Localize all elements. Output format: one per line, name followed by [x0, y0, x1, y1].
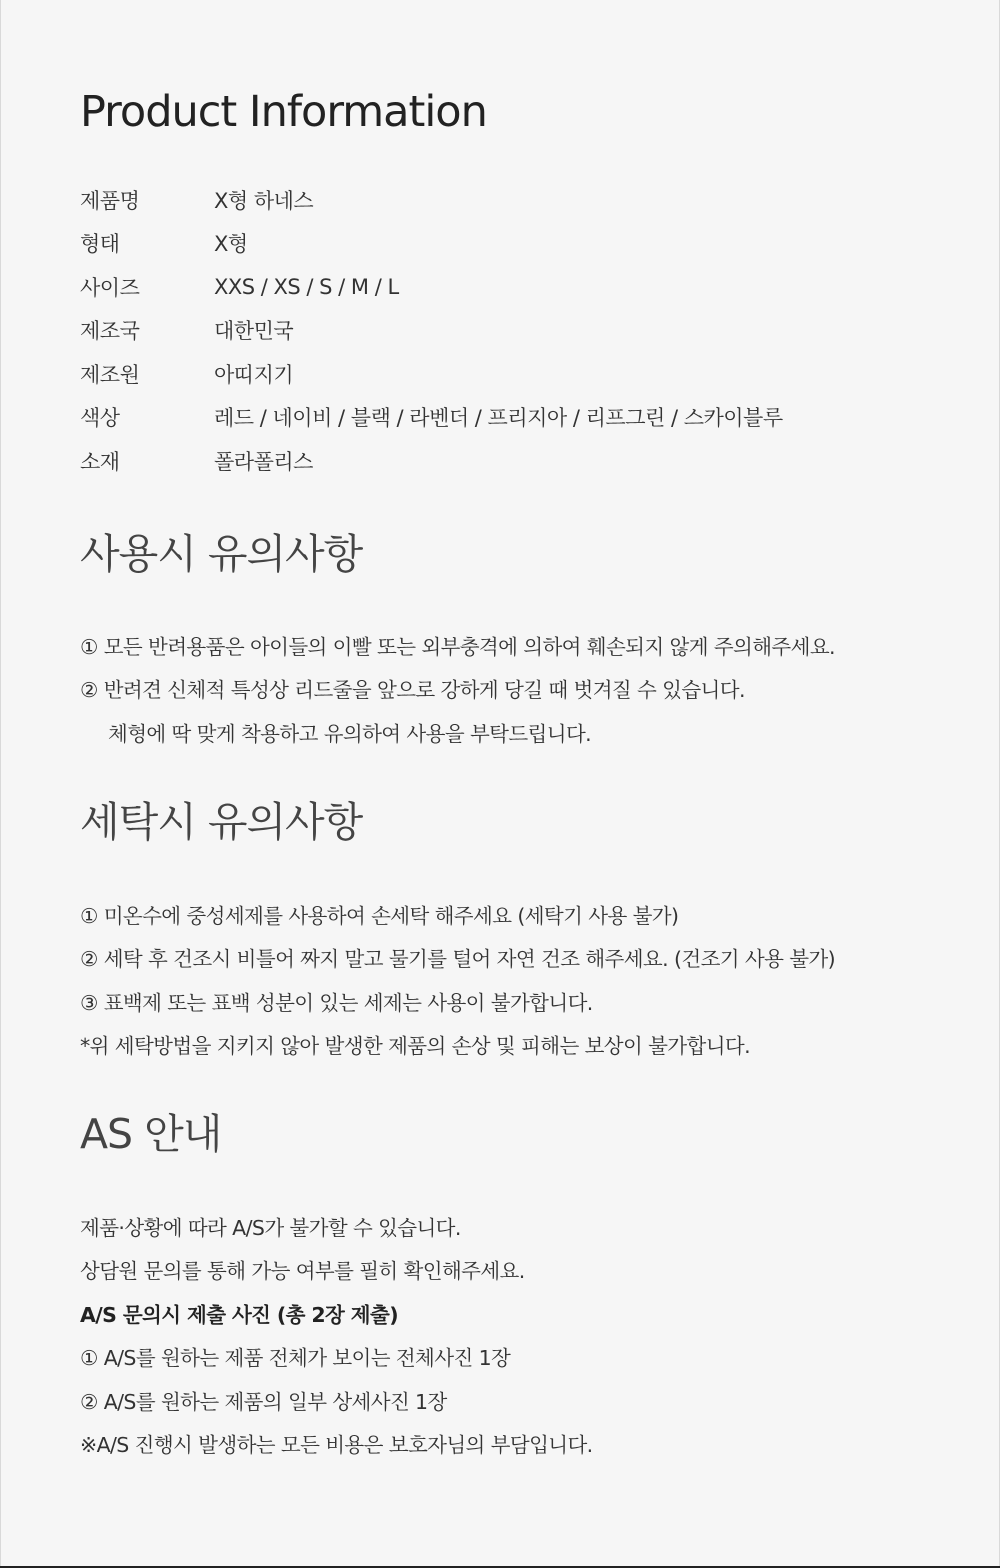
info-label: 제조국 [80, 319, 140, 344]
info-label: 제조원 [80, 362, 140, 387]
as-photo-requirement: A/S 문의시 제출 사진 (총 2장 제출) [80, 1302, 398, 1327]
info-value: 폴라폴리스 [214, 449, 313, 474]
info-value: 레드 / 네이비 / 블랙 / 라벤더 / 프리지아 / 리프그린 / 스카이블루 [214, 406, 783, 431]
info-row-product-name [80, 178, 783, 222]
as-note: 상담원 문의를 통해 가능 여부를 필히 확인해주세요. [80, 1259, 525, 1284]
washing-note: ① 미온수에 중성세제를 사용하여 손세탁 해주세요 (세탁기 사용 불가) [80, 903, 679, 928]
as-note: 제품·상황에 따라 A/S가 불가할 수 있습니다. [80, 1215, 461, 1240]
info-label: 형태 [80, 232, 120, 257]
usage-heading: 사용시 유의사항 [80, 530, 363, 578]
as-heading: AS 안내 [80, 1110, 222, 1158]
page-title: Product Information [80, 87, 487, 137]
usage-notes [80, 623, 835, 754]
usage-note: ① 모든 반려용품은 아이들의 이빨 또는 외부충격에 의하여 훼손되지 않게 주의해주세요. [80, 634, 835, 659]
info-row-country [80, 309, 783, 353]
info-label: 제품명 [80, 188, 140, 213]
product-info-table [80, 178, 783, 483]
usage-note: 체형에 딱 맞게 착용하고 유의하여 사용을 부탁드립니다. [108, 721, 592, 746]
washing-disclaimer: *위 세탁방법을 지키지 않아 발생한 제품의 손상 및 피해는 보상이 불가합니다. [80, 1034, 751, 1059]
washing-heading: 세탁시 유의사항 [80, 798, 363, 846]
info-label: 사이즈 [80, 275, 140, 300]
info-value: 대한민국 [214, 319, 294, 344]
info-row-manufacturer [80, 352, 783, 396]
washing-note: ② 세탁 후 건조시 비틀어 짜지 말고 물기를 털어 자연 건조 해주세요. (건조기 사용 불가) [80, 947, 836, 972]
info-row-material [80, 439, 783, 483]
info-value: 아띠지기 [214, 362, 294, 387]
usage-note: ② 반려견 신체적 특성상 리드줄을 앞으로 강하게 당길 때 벗겨질 수 있습니다. [80, 678, 745, 703]
info-label: 색상 [80, 406, 120, 431]
info-value: XXS / XS / S / M / L [214, 274, 399, 299]
as-photo-item: ② A/S를 원하는 제품의 일부 상세사진 1장 [80, 1389, 447, 1414]
as-cost-notice: ※A/S 진행시 발생하는 모든 비용은 보호자님의 부담입니다. [80, 1433, 593, 1458]
washing-note: ③ 표백제 또는 표백 성분이 있는 세제는 사용이 불가합니다. [80, 990, 593, 1015]
as-photo-item: ① A/S를 원하는 제품 전체가 보이는 전체사진 1장 [80, 1346, 511, 1371]
as-notes [80, 1204, 593, 1465]
info-value: X형 하네스 [214, 188, 314, 213]
info-row-color [80, 396, 783, 440]
info-row-size [80, 265, 783, 309]
info-row-type [80, 222, 783, 266]
info-value: X형 [214, 232, 248, 257]
info-label: 소재 [80, 449, 120, 474]
washing-notes [80, 892, 835, 1066]
